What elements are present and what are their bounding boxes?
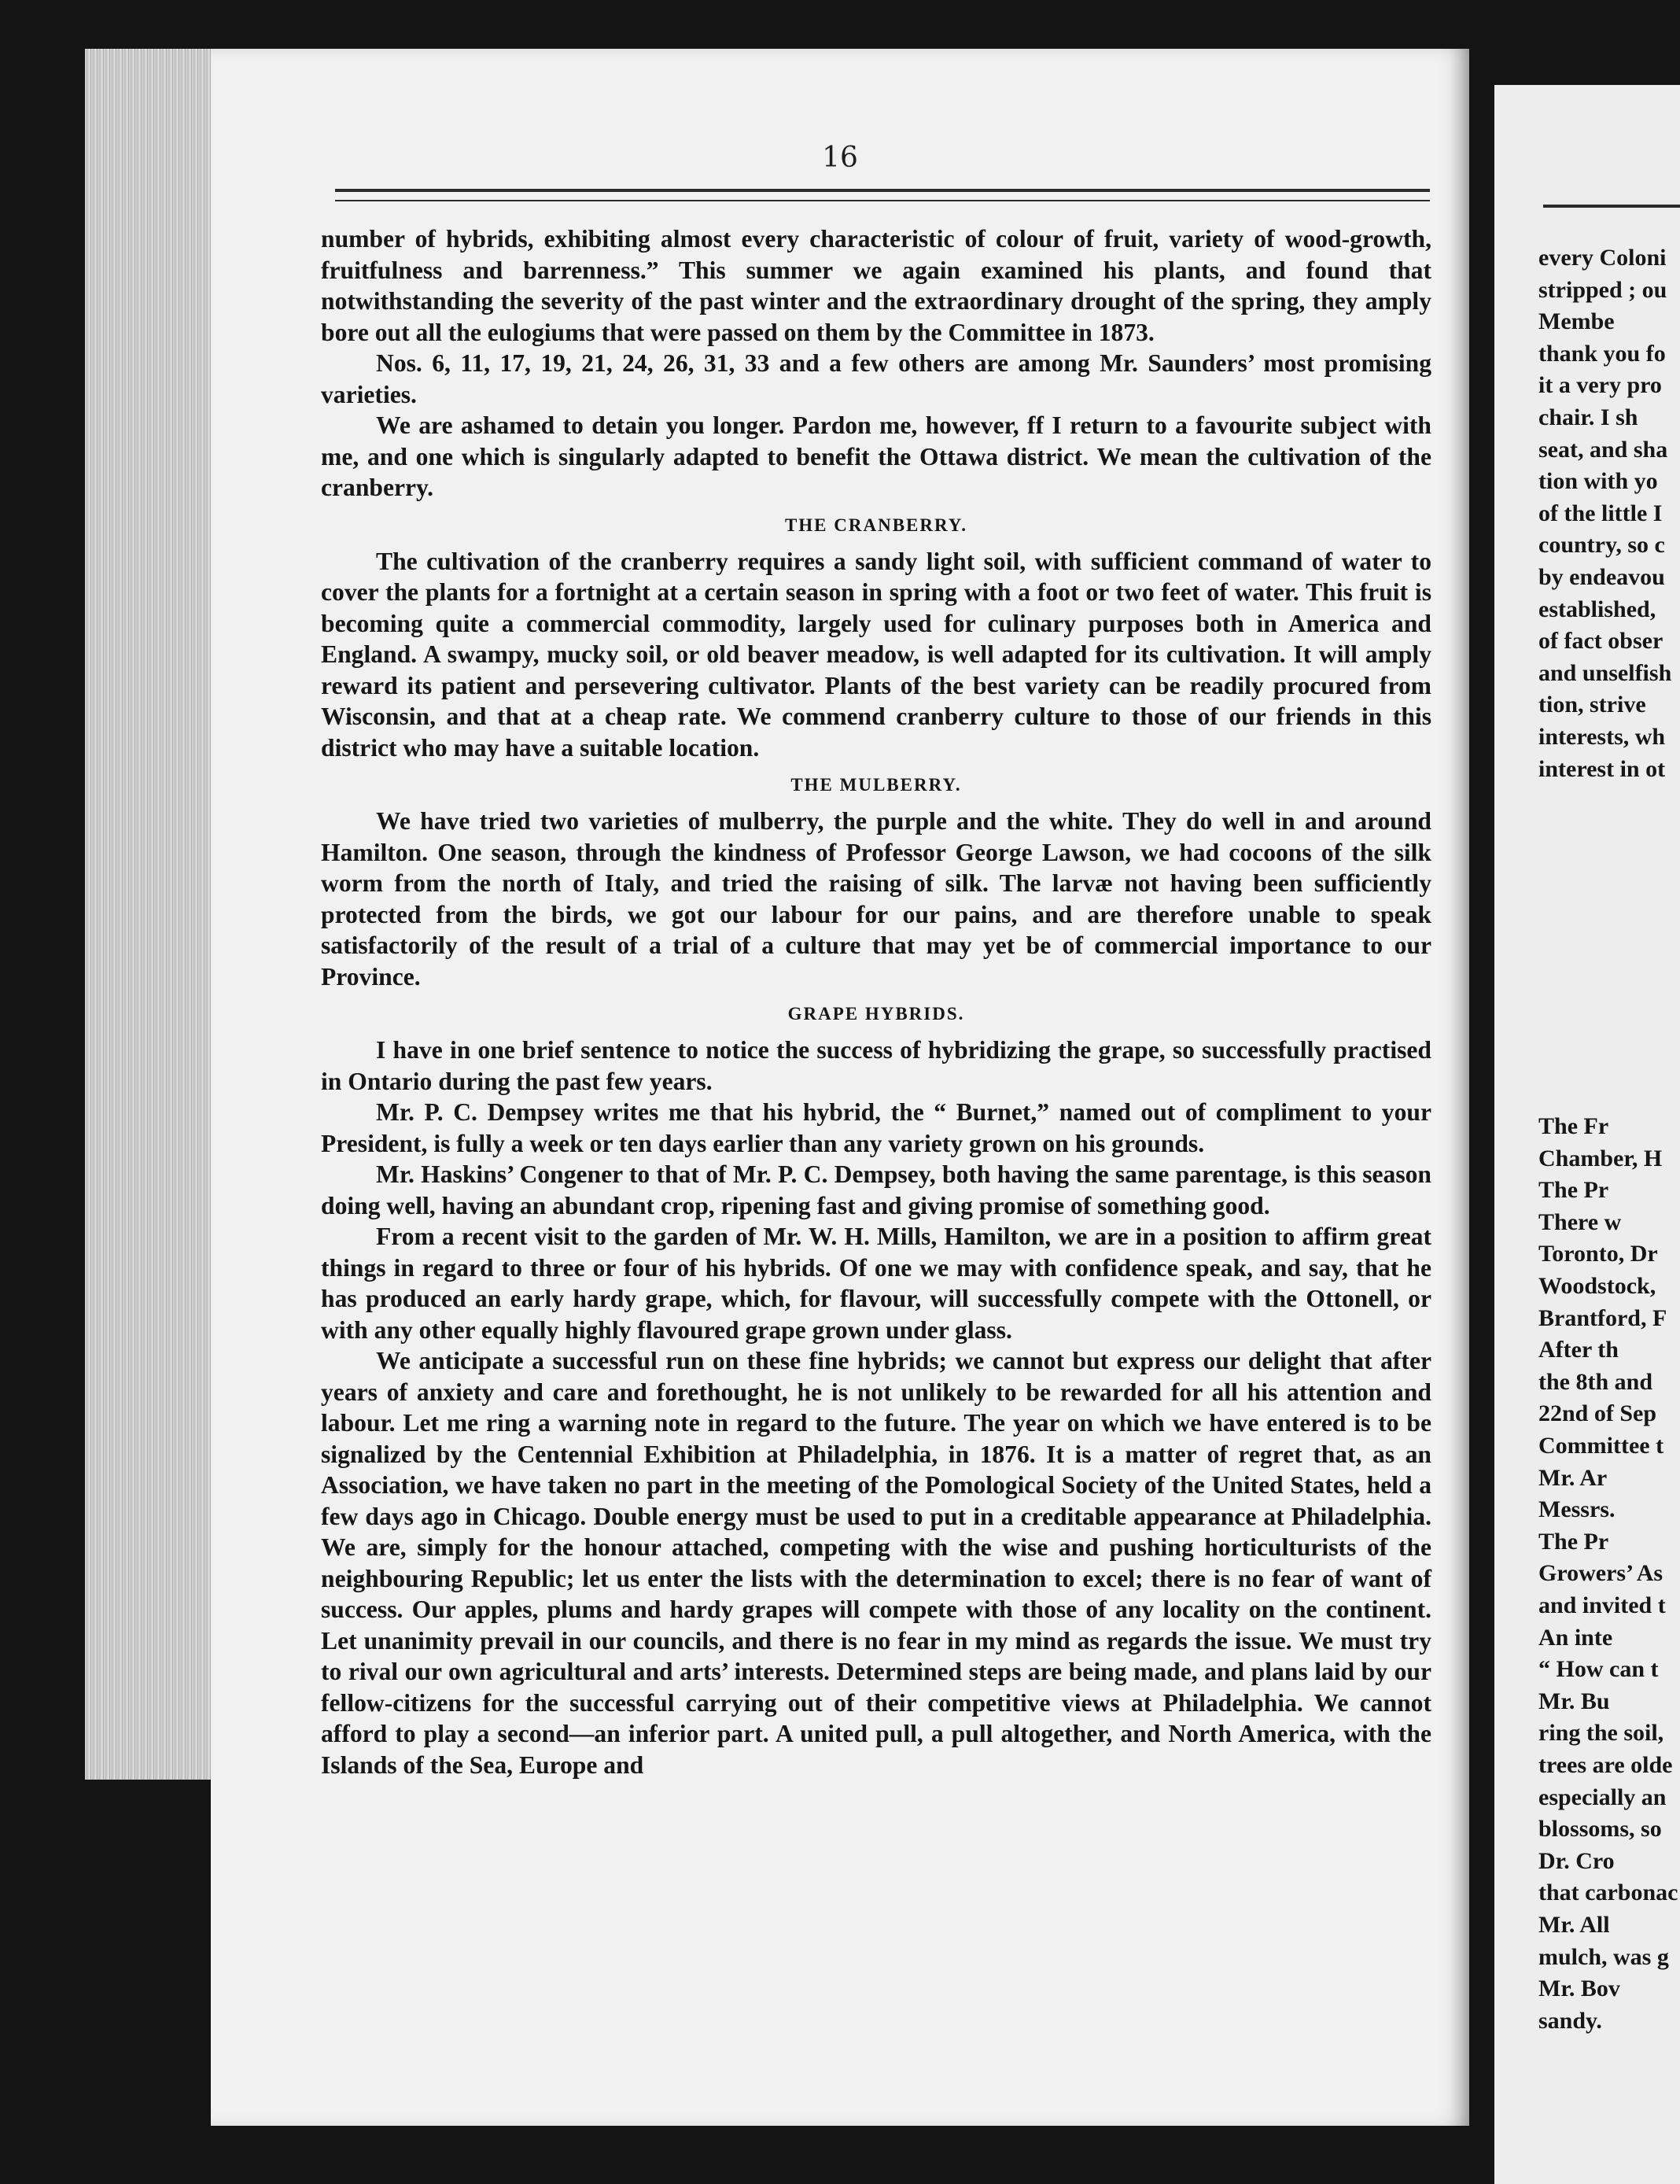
- section-heading: THE CRANBERRY.: [784, 515, 968, 535]
- right-page-line: Growers’ As: [1538, 1560, 1663, 1587]
- section-heading: THE MULBERRY.: [790, 775, 962, 795]
- body-paragraph: From a recent visit to the garden of Mr. W. H. Mills, Hamilton, we are in a position to affirm great things in regard to three or four of his hybrids. Of one we may with confidence speak, and say, that he has produced an early hardy grape, which, for flavour, will successfully compete with the Ottonell, or with any other equally highly flavoured grape grown under glass.: [321, 1223, 1431, 1344]
- right-page-line: every Coloni: [1538, 245, 1667, 271]
- right-page-line: “ How can t: [1538, 1656, 1659, 1683]
- right-page-line: After th: [1538, 1337, 1619, 1363]
- right-page-line: Woodstock,: [1538, 1273, 1656, 1300]
- body-paragraph: The cultivation of the cranberry requires a sandy light soil, with sufficient command of water to cover the plants for a fortnight at a certain season in spring with a foot or two feet of water. This fruit is becoming quite a commercial commodity, largely used for culinary purposes both in America and England. A swampy, mucky soil, or old beaver meadow, is well adapted for its cultivation. It will amply reward its patient and persevering cultivator. Plants of the best variety can be readily procured from Wisconsin, and that at a cheap rate. We commend cranberry culture to those of our friends in this district who may have a suitable location.: [321, 547, 1431, 762]
- right-page-line: the 8th and: [1538, 1368, 1653, 1395]
- right-page-line: country, so c: [1538, 532, 1665, 559]
- right-page-gap: [1538, 785, 1680, 1111]
- right-page-line: and unselfish: [1538, 659, 1672, 686]
- right-page-line: An inte: [1538, 1624, 1613, 1651]
- right-page-line: mulch, was g: [1538, 1943, 1669, 1970]
- right-page-line: tion with yo: [1538, 468, 1658, 495]
- right-page-line: of the little I: [1538, 500, 1663, 526]
- right-page-line: There w: [1538, 1208, 1622, 1235]
- section-heading: GRAPE HYBRIDS.: [787, 1004, 965, 1024]
- right-page-line: of fact obser: [1538, 628, 1663, 655]
- right-page-text: [1538, 242, 1680, 2037]
- body-paragraph: We are ashamed to detain you longer. Pardon me, however, ff I return to a favourite subject with me, and one which is singularly adapted to benefit the Ottawa district. We mean the cultivation of the cranberry.: [321, 411, 1431, 501]
- right-page-line: especially an: [1538, 1784, 1667, 1810]
- page-number: 16: [822, 142, 858, 174]
- right-page-line: stripped ; ou: [1538, 276, 1667, 303]
- left-page: [211, 49, 1469, 2126]
- right-page-line: Mr. Ar: [1538, 1464, 1608, 1491]
- right-page-line: 22nd of Sep: [1538, 1400, 1657, 1427]
- right-page-line: chair. I sh: [1538, 404, 1638, 430]
- right-page-line: The Pr: [1538, 1177, 1609, 1204]
- right-page-line: tion, strive: [1538, 692, 1646, 718]
- header-rule-thick: [335, 189, 1430, 192]
- book-page-edges: [85, 49, 219, 1780]
- right-page-line: Mr. All: [1538, 1911, 1610, 1938]
- right-page-header-rule: [1543, 205, 1680, 208]
- right-page-line: The Pr: [1538, 1528, 1609, 1555]
- body-paragraph: number of hybrids, exhibiting almost every characteristic of colour of fruit, variety of wood-growth, fruitfulness and barrenness.” This summer we again examined his plants, and found that notwithstanding the severity of the past winter and the extraordinary drought of the spring, they amply bore out all the eulogiums that were passed on them by the Committee in 1873.: [321, 225, 1431, 346]
- right-page-line: Messrs.: [1538, 1496, 1616, 1523]
- right-page-line: and invited t: [1538, 1592, 1666, 1618]
- right-page-line: ring the soil,: [1538, 1720, 1664, 1747]
- right-page-line: thank you fo: [1538, 340, 1666, 367]
- body-paragraph: Mr. P. C. Dempsey writes me that his hybrid, the “ Burnet,” named out of compliment to your President, is fully a week or ten days earlier than any variety grown on his grounds.: [321, 1098, 1431, 1157]
- body-paragraph: We anticipate a successful run on these fine hybrids; we cannot but express our delight that after years of anxiety and care and forethought, he is not unlikely to be rewarded for all his attention and labour. Let me ring a warning note in regard to the future. The year on which we have entered is to be signalized by the Centennial Exhibition at Philadelphia, in 1876. It is a matter of regret that, as an Association, we have taken no part in the meeting of the Pomological Society of the United States, held a few days ago in Chicago. Double energy must be used to put in a creditable appearance at Philadelphia. We are, simply for the honour attached, competing with the wise and pushing horticulturists of the neighbouring Republic; let us enter the lists with the determination to excel; there is no fear of want of success. Our apples, plums and hardy grapes will compete with those of any locality on the continent. Let unanimity prevail in our councils, and there is no fear in my mind as regards the issue. We must try to rival our own agricultural and arts’ interests. Determined steps are being made, and plans laid by our fellow-citizens for the successful carrying out of their competitive views at Philadelphia. We cannot afford to play a second—an inferior part. A united pull, a pull altogether, and North America, with the Islands of the Sea, Europe and: [321, 1347, 1431, 1779]
- right-page-line: by endeavou: [1538, 563, 1665, 590]
- body-paragraph: Nos. 6, 11, 17, 19, 21, 24, 26, 31, 33 and a few others are among Mr. Saunders’ most promising varieties.: [321, 349, 1431, 408]
- left-page-text: [321, 223, 1431, 1780]
- right-page-line: The Fr: [1538, 1113, 1609, 1140]
- right-page-line: Committee t: [1538, 1433, 1664, 1459]
- body-paragraph: Mr. Haskins’ Congener to that of Mr. P. C. Dempsey, both having the same parentage, is this season doing well, having an abundant crop, ripening fast and giving promise of something good.: [321, 1160, 1431, 1219]
- right-page-line: interest in ot: [1538, 755, 1666, 782]
- right-page-line: it a very pro: [1538, 372, 1662, 399]
- right-page-line: that carbonac: [1538, 1880, 1678, 1906]
- body-paragraph: I have in one brief sentence to notice the success of hybridizing the grape, so successfully practised in Ontario during the past few years.: [321, 1036, 1431, 1095]
- body-paragraph: We have tried two varieties of mulberry, the purple and the white. They do well in and around Hamilton. One season, through the kindness of Professor George Lawson, we had cocoons of the silk worm from the north of Italy, and tried the raising of silk. The larvæ not having been sufficiently protected from the birds, we got our labour for our pains, and are therefore unable to speak satisfactorily of the result of a trial of a culture that may yet be of commercial importance to our Province.: [321, 807, 1431, 991]
- right-page-line: blossoms, so: [1538, 1816, 1662, 1843]
- right-page-line: Mr. Bu: [1538, 1688, 1610, 1714]
- right-page-line: Mr. Bov: [1538, 1976, 1620, 2002]
- header-rule-thin: [335, 200, 1430, 201]
- right-page-line: trees are olde: [1538, 1751, 1673, 1778]
- right-page-line: seat, and sha: [1538, 436, 1668, 463]
- right-page-line: Chamber, H: [1538, 1145, 1663, 1171]
- right-page-line: Dr. Cro: [1538, 1847, 1615, 1874]
- right-page-line: interests, wh: [1538, 723, 1666, 750]
- right-page-line: Toronto, Dr: [1538, 1241, 1658, 1267]
- right-page-line: Membe: [1538, 308, 1615, 335]
- right-page-partial: [1494, 85, 1680, 2184]
- right-page-line: sandy.: [1538, 2007, 1602, 2034]
- right-page-line: Brantford, F: [1538, 1304, 1667, 1331]
- right-page-line: established,: [1538, 596, 1656, 622]
